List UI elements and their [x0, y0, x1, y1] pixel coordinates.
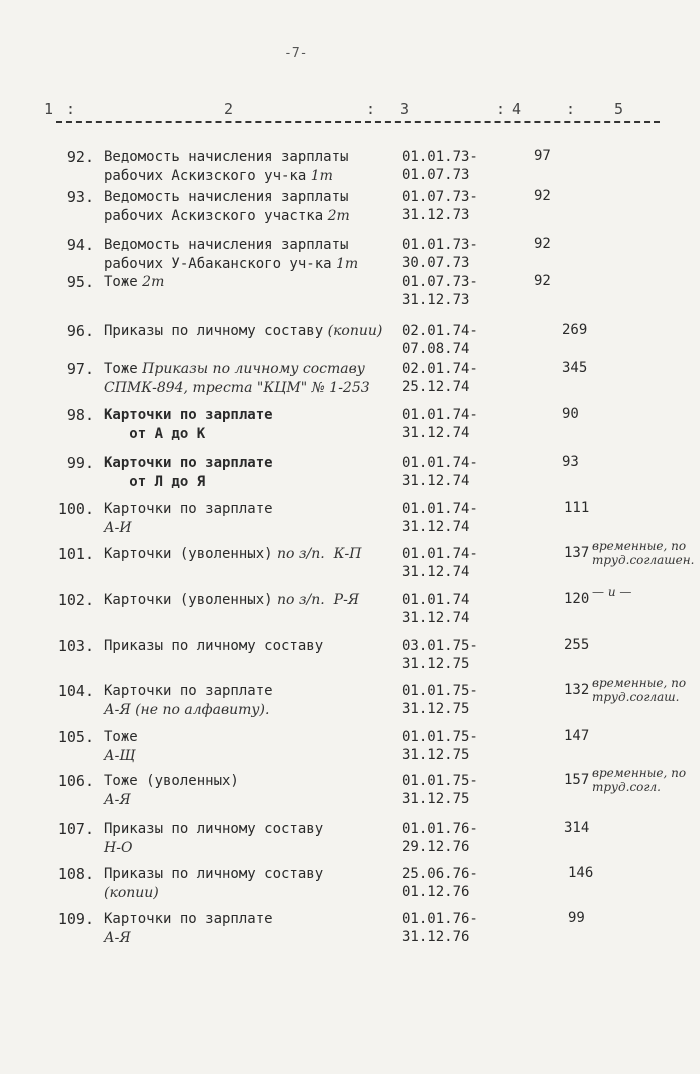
row-handwritten-note: Н-О	[104, 840, 133, 856]
table-row	[0, 676, 700, 728]
row-number: 104.	[57, 682, 94, 700]
row-number: 92.	[66, 148, 94, 166]
table-row	[0, 273, 700, 319]
row-number: 105.	[57, 728, 94, 746]
row-title-text: Тоже	[104, 729, 138, 745]
row-date-range: 01.01.74- 31.12.74	[402, 407, 478, 441]
row-number: 106.	[57, 772, 94, 790]
row-sheet-count: 97	[534, 148, 551, 164]
table-row	[0, 454, 700, 500]
row-title	[104, 545, 361, 564]
row-title	[104, 820, 323, 858]
row-date-range: 01.01.74- 31.12.74	[402, 501, 478, 535]
row-title-text: Ведомость начисления зарплаты рабочих Аскизского участка	[104, 189, 349, 224]
row-number: 108.	[57, 865, 94, 883]
header-sep-4: :	[566, 100, 576, 118]
row-date-range: 01.01.75- 31.12.75	[402, 773, 478, 807]
row-title	[104, 188, 350, 226]
header-col-1: 1	[44, 100, 54, 118]
page-number: -7-	[284, 46, 308, 61]
row-title	[104, 454, 273, 492]
row-title-text: Карточки по зарплате	[104, 501, 273, 517]
row-handwritten-note: 2т	[323, 208, 350, 224]
row-handwritten-note: (копии)	[323, 323, 383, 339]
row-title	[104, 591, 359, 610]
row-sheet-count: 99	[568, 910, 585, 926]
row-date-range: 02.01.74- 07.08.74	[402, 323, 478, 357]
row-title-text: Приказы по личному составу	[104, 323, 324, 339]
row-remark: временные, по труд.согл.	[592, 766, 687, 794]
row-date-range: 01.01.73- 30.07.73	[402, 237, 478, 271]
row-date-range: 03.01.75- 31.12.75	[402, 638, 478, 672]
header-col-3: 3	[400, 100, 410, 118]
row-sheet-count: 314	[564, 820, 590, 836]
row-date-range: 01.01.73- 01.07.73	[402, 149, 478, 183]
header-col-2: 2	[224, 100, 234, 118]
row-date-range: 01.01.76- 29.12.76	[402, 821, 478, 855]
row-date-range: 01.01.76- 31.12.76	[402, 911, 478, 945]
row-remark: — и —	[592, 585, 632, 599]
row-handwritten-note: 1т	[331, 256, 359, 272]
row-sheet-count: 157	[564, 772, 590, 788]
row-date-range: 01.07.73- 31.12.73	[402, 189, 478, 223]
row-title-text: Карточки по зарплате	[104, 683, 273, 699]
row-handwritten-note: Приказы по личному составу СПМК-894, треста "КЦМ" № 1-253	[104, 361, 370, 396]
table-row	[0, 865, 700, 911]
row-title-text: Тоже	[104, 274, 138, 290]
row-sheet-count: 146	[568, 865, 594, 881]
header-sep-3: :	[496, 100, 506, 118]
row-sheet-count: 137	[564, 545, 590, 561]
row-title-text: Карточки по зарплате от А до К	[104, 407, 273, 442]
row-title	[104, 910, 273, 948]
row-title	[104, 865, 323, 903]
row-handwritten-note: А-Я	[104, 792, 131, 808]
row-title-text: Приказы по личному составу	[104, 638, 324, 654]
row-sheet-count: 92	[534, 273, 551, 289]
row-remark: временные, по труд.соглаш.	[592, 676, 687, 704]
row-title	[104, 273, 164, 292]
row-title	[104, 682, 273, 720]
row-title-text: Приказы по личному составу	[104, 821, 324, 837]
table-row	[0, 585, 700, 637]
row-title-text: Карточки по зарплате от Л до Я	[104, 455, 273, 490]
header-sep-2: :	[366, 100, 376, 118]
header-col-5: 5	[614, 100, 624, 118]
row-number: 101.	[57, 545, 94, 563]
row-number: 109.	[57, 910, 94, 928]
table-row	[0, 820, 700, 866]
table-row	[0, 188, 700, 234]
row-number: 93.	[66, 188, 94, 206]
row-title	[104, 637, 323, 656]
row-date-range: 01.01.74 31.12.74	[402, 592, 470, 626]
row-number: 102.	[57, 591, 94, 609]
row-number: 97.	[66, 360, 94, 378]
row-date-range: 01.07.73- 31.12.73	[402, 274, 478, 308]
row-date-range: 01.01.75- 31.12.75	[402, 729, 478, 763]
row-handwritten-note: А-И	[104, 520, 132, 536]
header-divider	[56, 121, 660, 123]
row-title	[104, 322, 382, 341]
row-title	[104, 148, 348, 186]
row-sheet-count: 345	[562, 360, 588, 376]
row-number: 103.	[57, 637, 94, 655]
row-handwritten-note: по з/п. К-П	[272, 546, 362, 562]
row-sheet-count: 132	[564, 682, 590, 698]
row-handwritten-note: А-Я (не по алфавиту).	[104, 702, 270, 718]
row-title	[104, 360, 370, 398]
row-handwritten-note: А-Я	[104, 930, 131, 946]
row-title-text: Тоже (уволенных)	[104, 773, 239, 789]
row-title-text: Карточки по зарплате	[104, 911, 273, 927]
row-title-text: Карточки (уволенных)	[104, 592, 273, 608]
row-number: 94.	[66, 236, 94, 254]
row-sheet-count: 120	[564, 591, 590, 607]
row-date-range: 02.01.74- 25.12.74	[402, 361, 478, 395]
row-sheet-count: 92	[534, 236, 551, 252]
row-title	[104, 728, 138, 766]
row-number: 107.	[57, 820, 94, 838]
row-title-text: Приказы по личному составу	[104, 866, 324, 882]
table-row	[0, 766, 700, 818]
row-handwritten-note: 2т	[137, 274, 165, 290]
row-sheet-count: 111	[564, 500, 590, 516]
row-date-range: 01.01.74- 31.12.74	[402, 546, 478, 580]
row-title-text: Ведомость начисления зарплаты рабочих У-Абаканского уч-ка	[104, 237, 349, 272]
row-sheet-count: 90	[562, 406, 579, 422]
table-row	[0, 910, 700, 956]
row-title	[104, 500, 273, 538]
table-row	[0, 406, 700, 452]
row-handwritten-note: 1т	[306, 168, 333, 184]
row-sheet-count: 92	[534, 188, 551, 204]
row-date-range: 25.06.76- 01.12.76	[402, 866, 478, 900]
row-remark: временные, по труд.соглашен.	[592, 539, 695, 567]
row-title-text: Тоже	[104, 361, 138, 377]
row-title	[104, 772, 239, 810]
header-sep-1: :	[66, 100, 76, 118]
row-number: 98.	[66, 406, 94, 424]
row-handwritten-note: по з/п. Р-Я	[272, 592, 360, 608]
row-number: 99.	[66, 454, 94, 472]
row-title-text: Карточки (уволенных)	[104, 546, 273, 562]
row-number: 95.	[66, 273, 94, 291]
row-sheet-count: 255	[564, 637, 590, 653]
row-sheet-count: 93	[562, 454, 579, 470]
row-sheet-count: 269	[562, 322, 588, 338]
row-handwritten-note: А-Щ	[104, 748, 136, 764]
row-title	[104, 236, 358, 274]
row-date-range: 01.01.75- 31.12.75	[402, 683, 478, 717]
table-row	[0, 360, 700, 406]
row-number: 96.	[66, 322, 94, 340]
row-sheet-count: 147	[564, 728, 590, 744]
row-number: 100.	[57, 500, 94, 518]
row-handwritten-note: (копии)	[104, 885, 159, 901]
row-title-text: Ведомость начисления зарплаты рабочих Аскизского уч-ка	[104, 149, 349, 184]
row-title	[104, 406, 273, 444]
header-col-4: 4	[512, 100, 522, 118]
row-date-range: 01.01.74- 31.12.74	[402, 455, 478, 489]
